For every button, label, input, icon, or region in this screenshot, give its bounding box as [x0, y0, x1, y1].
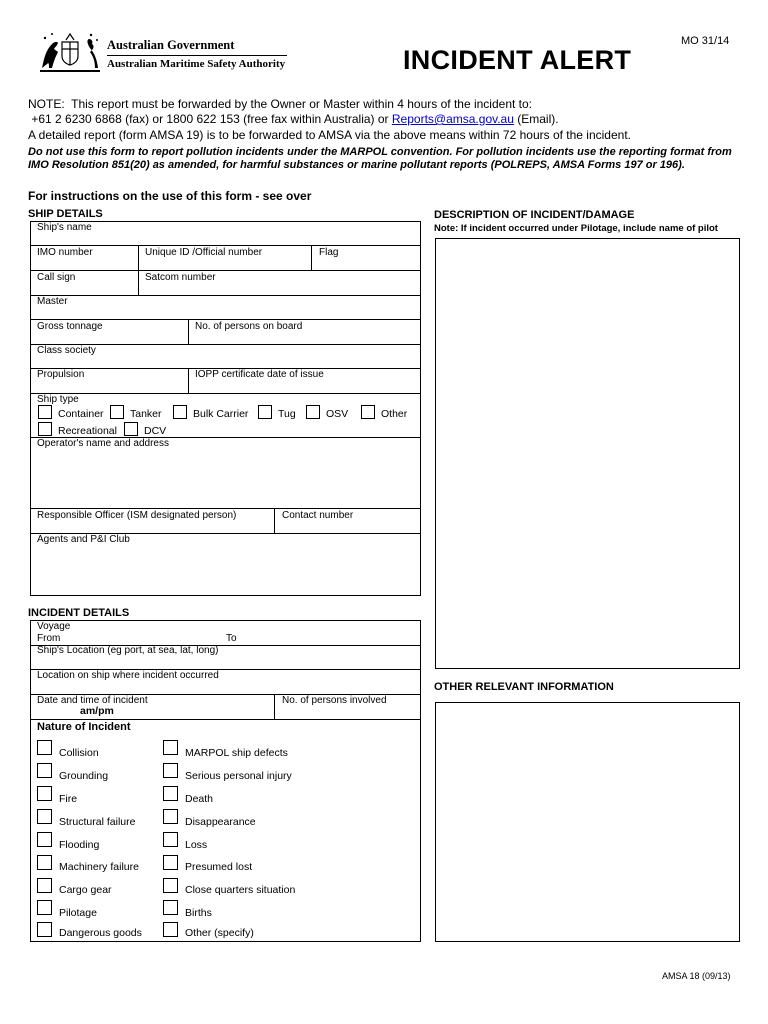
row-divider [30, 319, 421, 320]
date-time-label: Date and time of incident [37, 695, 148, 706]
serious-injury-label: Serious personal injury [185, 770, 292, 782]
row-divider [30, 295, 421, 296]
agents-label: Agents and P&I Club [37, 534, 130, 545]
col-divider [311, 245, 312, 270]
marpol-defects-label: MARPOL ship defects [185, 747, 288, 759]
footer-code: AMSA 18 (09/13) [662, 971, 731, 981]
container-checkbox[interactable] [38, 405, 52, 419]
government-name: Australian Government [107, 38, 235, 52]
row-divider [30, 719, 421, 720]
coat-of-arms-icon [36, 28, 104, 74]
flooding-checkbox[interactable] [37, 832, 52, 847]
col-divider [274, 694, 275, 719]
col-divider [138, 270, 139, 295]
tanker-checkbox[interactable] [110, 405, 124, 419]
voyage-label: Voyage [37, 621, 71, 632]
description-heading: DESCRIPTION OF INCIDENT/DAMAGE [434, 209, 635, 221]
incident-details-heading: INCIDENT DETAILS [28, 607, 130, 619]
marpol-defects-checkbox[interactable] [163, 740, 178, 755]
ships-name-label: Ship's name [37, 222, 92, 233]
recreational-label: Recreational [58, 425, 117, 437]
osv-label: OSV [326, 408, 349, 420]
loss-label: Loss [185, 839, 208, 851]
collision-checkbox[interactable] [37, 740, 52, 755]
instructions: For instructions on the use of this form - see over [28, 189, 312, 203]
other-info-field[interactable] [435, 702, 740, 942]
container-label: Container [58, 408, 104, 420]
email-suffix: (Email). [513, 112, 559, 126]
disappearance-checkbox[interactable] [163, 809, 178, 824]
satcom-label: Satcom number [145, 272, 216, 283]
pilotage-checkbox[interactable] [37, 900, 52, 915]
dangerous-goods-checkbox[interactable] [37, 922, 52, 937]
other-info-heading: OTHER RELEVANT INFORMATION [434, 681, 614, 693]
from-label: From [37, 633, 61, 644]
nature-of-incident-label: Nature of Incident [37, 721, 131, 733]
presumed-lost-checkbox[interactable] [163, 855, 178, 870]
grounding-checkbox[interactable] [37, 763, 52, 778]
other-specify-checkbox[interactable] [163, 922, 178, 937]
call-sign-label: Call sign [37, 272, 76, 283]
email-link[interactable]: Reports@amsa.gov.au [391, 112, 514, 126]
page-title: INCIDENT ALERT [403, 45, 632, 75]
row-divider [30, 270, 421, 271]
tug-checkbox[interactable] [258, 405, 272, 419]
responsible-officer-label: Responsible Officer (ISM designated person) [37, 510, 237, 521]
imo-label: IMO number [37, 247, 93, 258]
iopp-label: IOPP certificate date of issue [195, 369, 324, 380]
location-on-ship-label: Location on ship where incident occurred [37, 670, 219, 681]
tug-label: Tug [278, 408, 296, 420]
bulk-carrier-checkbox[interactable] [173, 405, 187, 419]
machinery-failure-label: Machinery failure [59, 861, 139, 873]
flooding-label: Flooding [59, 839, 100, 851]
other-specify-label: Other (specify) [185, 927, 254, 939]
tanker-label: Tanker [130, 408, 162, 420]
dcv-checkbox[interactable] [124, 422, 138, 436]
grounding-label: Grounding [59, 770, 109, 782]
presumed-lost-label: Presumed lost [185, 861, 253, 873]
note-line-1: NOTE: This report must be forwarded by the Owner or Master within 4 hours of the incident to: [28, 97, 532, 111]
persons-involved-label: No. of persons involved [282, 695, 387, 706]
flag-label: Flag [319, 247, 339, 258]
other-type-label: Other [381, 408, 408, 420]
unique-id-label: Unique ID /Official number [145, 247, 263, 258]
row-divider [30, 393, 421, 394]
close-quarters-label: Close quarters situation [185, 884, 296, 896]
serious-injury-checkbox[interactable] [163, 763, 178, 778]
fire-checkbox[interactable] [37, 786, 52, 801]
row-divider [30, 245, 421, 246]
close-quarters-checkbox[interactable] [163, 878, 178, 893]
contact-number-label: Contact number [282, 510, 354, 521]
pollution-warning: Do not use this form to report pollution incidents under the MARPOL convention. For pollution incidents use the reporting format from IMO Resolution 851(20) as amended, for harmful substances or marine pollutant reports (POLREPS, AMSA Forms 197 or 196). [28, 146, 732, 171]
propulsion-label: Propulsion [37, 369, 85, 380]
ship-details-heading: SHIP DETAILS [28, 208, 103, 220]
structural-failure-label: Structural failure [59, 816, 136, 828]
loss-checkbox[interactable] [163, 832, 178, 847]
recreational-checkbox[interactable] [38, 422, 52, 436]
births-checkbox[interactable] [163, 900, 178, 915]
osv-checkbox[interactable] [306, 405, 320, 419]
fire-label: Fire [59, 793, 78, 805]
col-divider [138, 245, 139, 270]
other-type-checkbox[interactable] [361, 405, 375, 419]
dcv-label: DCV [144, 425, 167, 437]
col-divider [274, 508, 275, 533]
disappearance-label: Disappearance [185, 816, 256, 828]
form-code: MO 31/14 [681, 35, 730, 47]
pilotage-label: Pilotage [59, 907, 97, 919]
to-label: To [226, 633, 237, 644]
col-divider [188, 368, 189, 393]
col-divider [188, 319, 189, 344]
header-divider [107, 55, 287, 56]
row-divider [30, 508, 421, 509]
death-label: Death [185, 793, 214, 805]
operator-label: Operator's name and address [37, 438, 169, 449]
ampm-label: am/pm [80, 705, 114, 717]
authority-name: Australian Maritime Safety Authority [107, 58, 286, 70]
dangerous-goods-label: Dangerous goods [59, 927, 142, 939]
class-society-label: Class society [37, 345, 96, 356]
machinery-failure-checkbox[interactable] [37, 855, 52, 870]
collision-label: Collision [59, 747, 99, 759]
master-label: Master [37, 296, 68, 307]
death-checkbox[interactable] [163, 786, 178, 801]
births-label: Births [185, 907, 212, 919]
structural-failure-checkbox[interactable] [37, 809, 52, 824]
description-field[interactable] [435, 238, 740, 669]
cargo-gear-checkbox[interactable] [37, 878, 52, 893]
bulk-carrier-label: Bulk Carrier [193, 408, 249, 420]
cargo-gear-label: Cargo gear [59, 884, 112, 896]
ship-type-label: Ship type [37, 394, 79, 405]
persons-on-board-label: No. of persons on board [195, 321, 303, 332]
pilotage-note: Note: If incident occurred under Pilotage, include name of pilot [434, 223, 718, 234]
note-line-3: A detailed report (form AMSA 19) is to be forwarded to AMSA via the above means within 72 hours of the incident. [28, 128, 631, 142]
fax-numbers: +61 2 6230 6868 (fax) or 1800 622 153 (free fax within Australia) or [28, 112, 392, 126]
gross-tonnage-label: Gross tonnage [37, 321, 103, 332]
ship-location-label: Ship's Location (eg port, at sea, lat, long) [37, 645, 219, 656]
note-line-2 [28, 112, 559, 126]
